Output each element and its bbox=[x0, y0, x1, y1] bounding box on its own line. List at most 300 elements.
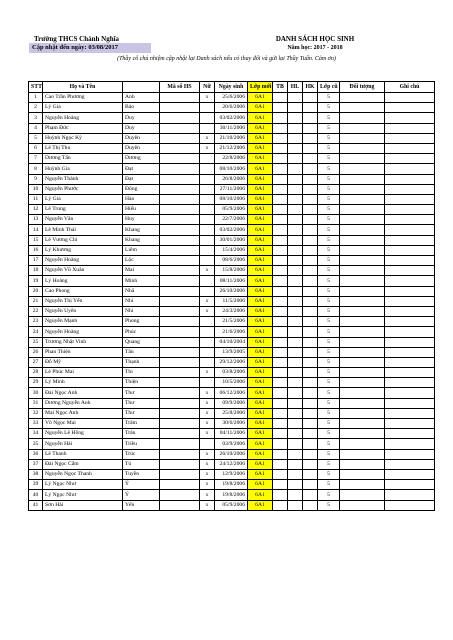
table-cell bbox=[303, 133, 318, 143]
table-cell bbox=[273, 419, 288, 429]
table-cell: Ý bbox=[123, 480, 160, 490]
table-cell bbox=[340, 317, 385, 327]
table-cell: 14 bbox=[29, 225, 43, 235]
table-cell: 5 bbox=[318, 103, 340, 113]
table-cell bbox=[288, 266, 303, 276]
table-cell bbox=[160, 286, 200, 296]
table-cell bbox=[200, 225, 215, 235]
column-header: Họ và Tên bbox=[43, 82, 123, 93]
table-cell: Huy bbox=[123, 215, 160, 225]
table-cell: 5 bbox=[318, 225, 340, 235]
table-cell bbox=[273, 154, 288, 164]
table-cell: x bbox=[200, 469, 215, 479]
table-cell bbox=[303, 480, 318, 490]
table-cell: Anh bbox=[123, 93, 160, 103]
table-cell: x bbox=[200, 500, 215, 510]
table-cell: 5 bbox=[318, 388, 340, 398]
table-cell bbox=[340, 113, 385, 123]
table-cell bbox=[303, 500, 318, 510]
table-row bbox=[29, 215, 435, 225]
table-cell: Nhi bbox=[123, 296, 160, 306]
table-header bbox=[29, 82, 435, 93]
table-row bbox=[29, 286, 435, 296]
table-cell: Thi bbox=[123, 368, 160, 378]
table-cell: 26/8/2006 bbox=[215, 174, 248, 184]
table-cell bbox=[200, 439, 215, 449]
table-cell: 12/9/2006 bbox=[215, 469, 248, 479]
table-cell: Duy bbox=[123, 123, 160, 133]
table-cell bbox=[303, 286, 318, 296]
table-cell bbox=[273, 215, 288, 225]
table-cell: Hiếu bbox=[123, 205, 160, 215]
table-row bbox=[29, 164, 435, 174]
table-cell: Mai Ngọc Anh bbox=[43, 408, 123, 418]
table-cell bbox=[160, 174, 200, 184]
table-row bbox=[29, 306, 435, 316]
table-cell: Huỳnh Gia bbox=[43, 164, 123, 174]
column-header: Mã số HS bbox=[160, 82, 200, 93]
column-header: Đối tượng bbox=[340, 82, 385, 93]
table-cell: Đạt bbox=[123, 174, 160, 184]
table-cell bbox=[385, 296, 435, 306]
table-cell: x bbox=[200, 419, 215, 429]
table-cell: 6A1 bbox=[248, 347, 273, 357]
table-cell bbox=[273, 480, 288, 490]
table-cell bbox=[160, 256, 200, 266]
table-cell bbox=[160, 408, 200, 418]
table-cell bbox=[303, 164, 318, 174]
table-cell bbox=[288, 368, 303, 378]
table-cell: 5 bbox=[318, 357, 340, 367]
table-cell: Minh bbox=[123, 276, 160, 286]
table-cell: 2 bbox=[29, 103, 43, 113]
table-cell: 5 bbox=[318, 429, 340, 439]
table-cell bbox=[385, 123, 435, 133]
table-cell: Lê Phúc Mai bbox=[43, 368, 123, 378]
table-cell bbox=[288, 459, 303, 469]
table-cell bbox=[340, 225, 385, 235]
table-cell bbox=[385, 164, 435, 174]
table-cell: 24/12/2006 bbox=[215, 459, 248, 469]
table-cell: 6A1 bbox=[248, 113, 273, 123]
table-cell bbox=[200, 103, 215, 113]
table-cell bbox=[340, 347, 385, 357]
table-body bbox=[29, 93, 435, 511]
table-cell: 5 bbox=[318, 143, 340, 153]
table-cell bbox=[273, 93, 288, 103]
table-cell: Nguyễn Vũ Xuân bbox=[43, 266, 123, 276]
table-cell: 39 bbox=[29, 480, 43, 490]
table-cell: 15/8/2006 bbox=[215, 266, 248, 276]
table-cell bbox=[385, 398, 435, 408]
table-cell: 6A1 bbox=[248, 378, 273, 388]
table-cell: 5 bbox=[318, 266, 340, 276]
table-cell bbox=[160, 398, 200, 408]
table-cell: Nguyễn Mạnh bbox=[43, 317, 123, 327]
table-cell: Nguyễn Hoàng bbox=[43, 256, 123, 266]
table-row bbox=[29, 154, 435, 164]
table-cell bbox=[288, 205, 303, 215]
table-cell bbox=[200, 123, 215, 133]
table-cell bbox=[340, 164, 385, 174]
table-cell bbox=[200, 286, 215, 296]
table-cell: Thiện bbox=[123, 378, 160, 388]
table-cell: 5 bbox=[318, 337, 340, 347]
table-cell: 5 bbox=[318, 184, 340, 194]
table-cell: Khang bbox=[123, 235, 160, 245]
table-cell bbox=[160, 103, 200, 113]
table-cell bbox=[288, 419, 303, 429]
table-cell: x bbox=[200, 93, 215, 103]
table-cell: 22/7/2006 bbox=[215, 215, 248, 225]
table-cell: 5 bbox=[318, 215, 340, 225]
table-cell: 5 bbox=[318, 378, 340, 388]
table-row bbox=[29, 235, 435, 245]
table-cell bbox=[273, 408, 288, 418]
table-cell bbox=[385, 205, 435, 215]
table-cell bbox=[385, 276, 435, 286]
table-cell bbox=[160, 317, 200, 327]
table-cell bbox=[200, 164, 215, 174]
table-cell: Lê Trung bbox=[43, 205, 123, 215]
table-cell bbox=[288, 184, 303, 194]
table-cell: 7 bbox=[29, 154, 43, 164]
table-row bbox=[29, 398, 435, 408]
table-cell bbox=[303, 327, 318, 337]
table-cell: 21/10/2006 bbox=[215, 133, 248, 143]
table-cell bbox=[340, 337, 385, 347]
table-cell: Khang bbox=[123, 225, 160, 235]
table-cell: 08/10/2006 bbox=[215, 194, 248, 204]
table-cell: 38 bbox=[29, 469, 43, 479]
table-cell: x bbox=[200, 429, 215, 439]
table-cell bbox=[385, 459, 435, 469]
table-cell bbox=[273, 245, 288, 255]
table-cell: 6A1 bbox=[248, 154, 273, 164]
column-header: Lớp mới bbox=[248, 82, 273, 93]
table-cell: 23 bbox=[29, 317, 43, 327]
table-cell bbox=[273, 286, 288, 296]
table-cell bbox=[160, 368, 200, 378]
table-cell bbox=[288, 164, 303, 174]
table-cell: 6A1 bbox=[248, 500, 273, 510]
table-cell: x bbox=[200, 266, 215, 276]
table-cell bbox=[385, 266, 435, 276]
table-cell: 31 bbox=[29, 398, 43, 408]
table-cell: Lý Gia bbox=[43, 103, 123, 113]
table-cell: 24 bbox=[29, 327, 43, 337]
table-cell bbox=[273, 347, 288, 357]
table-cell: 5 bbox=[318, 256, 340, 266]
table-cell: Dương Tấn bbox=[43, 154, 123, 164]
table-cell bbox=[160, 357, 200, 367]
table-cell bbox=[340, 429, 385, 439]
table-cell bbox=[303, 266, 318, 276]
table-cell: x bbox=[200, 388, 215, 398]
table-cell: 5 bbox=[318, 164, 340, 174]
table-row bbox=[29, 205, 435, 215]
table-cell: 03/8/2006 bbox=[215, 368, 248, 378]
table-row bbox=[29, 123, 435, 133]
table-cell: Trâm bbox=[123, 419, 160, 429]
table-cell bbox=[340, 266, 385, 276]
table-cell: Lê Minh Thái bbox=[43, 225, 123, 235]
table-cell: 33 bbox=[29, 419, 43, 429]
table-cell: Lê Vương Chí bbox=[43, 235, 123, 245]
table-cell: 16 bbox=[29, 245, 43, 255]
table-cell: Dương Nguyễn Anh bbox=[43, 398, 123, 408]
table-cell: 40 bbox=[29, 490, 43, 500]
table-cell bbox=[273, 378, 288, 388]
table-cell bbox=[340, 276, 385, 286]
table-cell bbox=[340, 205, 385, 215]
table-cell: Đài Ngọc Cẩm bbox=[43, 459, 123, 469]
table-cell: 5 bbox=[318, 500, 340, 510]
table-cell: Dương bbox=[123, 154, 160, 164]
table-cell: 5 bbox=[318, 154, 340, 164]
table-cell bbox=[340, 439, 385, 449]
table-cell: x bbox=[200, 306, 215, 316]
table-cell: 6A1 bbox=[248, 317, 273, 327]
table-cell bbox=[303, 256, 318, 266]
table-cell bbox=[160, 143, 200, 153]
table-row bbox=[29, 133, 435, 143]
table-cell: 5 bbox=[318, 123, 340, 133]
table-cell: 9 bbox=[29, 174, 43, 184]
table-cell: 08/6/2006 bbox=[215, 256, 248, 266]
table-cell bbox=[385, 154, 435, 164]
table-cell bbox=[385, 174, 435, 184]
table-cell bbox=[288, 490, 303, 500]
table-cell: 5 bbox=[318, 449, 340, 459]
table-cell: 25/6/2006 bbox=[215, 93, 248, 103]
table-cell bbox=[273, 490, 288, 500]
school-name: Trường THCS Chánh Nghĩa bbox=[34, 35, 120, 43]
table-cell: 6A1 bbox=[248, 286, 273, 296]
table-cell bbox=[273, 133, 288, 143]
table-cell bbox=[303, 357, 318, 367]
table-cell bbox=[385, 215, 435, 225]
table-cell bbox=[160, 378, 200, 388]
table-cell bbox=[200, 184, 215, 194]
table-cell bbox=[340, 398, 385, 408]
table-cell: 6A1 bbox=[248, 306, 273, 316]
table-cell bbox=[340, 215, 385, 225]
table-cell: x bbox=[200, 480, 215, 490]
table-row bbox=[29, 184, 435, 194]
table-cell bbox=[340, 143, 385, 153]
table-cell bbox=[160, 93, 200, 103]
table-cell: 6A1 bbox=[248, 368, 273, 378]
table-cell: Yến bbox=[123, 500, 160, 510]
table-cell bbox=[200, 235, 215, 245]
table-cell bbox=[288, 296, 303, 306]
table-row bbox=[29, 276, 435, 286]
table-cell bbox=[273, 235, 288, 245]
table-cell: 5 bbox=[318, 347, 340, 357]
table-cell: 12 bbox=[29, 205, 43, 215]
table-cell bbox=[273, 174, 288, 184]
table-row bbox=[29, 337, 435, 347]
table-cell: 5 bbox=[318, 408, 340, 418]
table-cell bbox=[385, 317, 435, 327]
table-cell bbox=[303, 113, 318, 123]
table-cell: Lý Hoàng bbox=[43, 276, 123, 286]
table-cell: Liêm bbox=[123, 245, 160, 255]
table-cell: x bbox=[200, 449, 215, 459]
table-cell bbox=[303, 388, 318, 398]
table-cell: 6A1 bbox=[248, 266, 273, 276]
table-cell: 32 bbox=[29, 408, 43, 418]
table-cell bbox=[288, 235, 303, 245]
table-cell: 6A1 bbox=[248, 337, 273, 347]
table-cell: x bbox=[200, 398, 215, 408]
table-cell bbox=[273, 205, 288, 215]
table-cell: 6A1 bbox=[248, 143, 273, 153]
table-cell bbox=[340, 154, 385, 164]
table-cell: 6A1 bbox=[248, 449, 273, 459]
table-cell bbox=[160, 245, 200, 255]
table-cell: 22 bbox=[29, 306, 43, 316]
table-cell: 6A1 bbox=[248, 225, 273, 235]
table-cell bbox=[303, 368, 318, 378]
table-cell bbox=[273, 306, 288, 316]
table-cell bbox=[273, 500, 288, 510]
table-cell bbox=[273, 194, 288, 204]
table-cell: x bbox=[200, 408, 215, 418]
table-cell: 5 bbox=[318, 113, 340, 123]
table-cell: 06/12/2006 bbox=[215, 388, 248, 398]
table-cell bbox=[340, 123, 385, 133]
instruction-note: (Thầy cô chủ nhiệm cập nhật lại Danh sách nếu có thay đổi và gửi lại Thầy Tuấn. Cảm ơn) bbox=[117, 56, 336, 62]
table-cell: Nguyễn Thị Yến bbox=[43, 296, 123, 306]
table-cell: 5 bbox=[318, 93, 340, 103]
table-cell: 26 bbox=[29, 347, 43, 357]
table-cell bbox=[340, 174, 385, 184]
table-cell: 03/02/2006 bbox=[215, 113, 248, 123]
table-cell: 5 bbox=[318, 205, 340, 215]
table-cell: 19/8/2006 bbox=[215, 490, 248, 500]
table-cell bbox=[385, 133, 435, 143]
table-cell: Nhã bbox=[123, 286, 160, 296]
table-cell bbox=[160, 490, 200, 500]
table-cell bbox=[303, 337, 318, 347]
table-cell: Nhi bbox=[123, 306, 160, 316]
table-cell: Mai bbox=[123, 266, 160, 276]
table-cell: Bảo bbox=[123, 103, 160, 113]
table-cell: Lê Thanh bbox=[43, 449, 123, 459]
table-cell: Sơn Hải bbox=[43, 500, 123, 510]
table-cell: Huỳnh Ngọc Kỳ bbox=[43, 133, 123, 143]
table-cell: 30/6/2006 bbox=[215, 419, 248, 429]
table-cell: 29/12/2006 bbox=[215, 357, 248, 367]
table-cell: Tân bbox=[123, 347, 160, 357]
table-cell bbox=[288, 469, 303, 479]
column-header: HK bbox=[303, 82, 318, 93]
table-cell: 6A1 bbox=[248, 194, 273, 204]
table-cell bbox=[160, 469, 200, 479]
table-cell bbox=[385, 419, 435, 429]
table-row bbox=[29, 459, 435, 469]
table-row bbox=[29, 113, 435, 123]
table-cell bbox=[303, 398, 318, 408]
table-cell: 19/8/2006 bbox=[215, 480, 248, 490]
table-cell: 13 bbox=[29, 215, 43, 225]
table-cell: 36 bbox=[29, 449, 43, 459]
table-row bbox=[29, 469, 435, 479]
table-cell: Lý Gia bbox=[43, 194, 123, 204]
table-cell: 5 bbox=[318, 439, 340, 449]
table-cell: 08/10/2006 bbox=[215, 164, 248, 174]
table-cell bbox=[303, 93, 318, 103]
table-cell bbox=[385, 408, 435, 418]
table-cell bbox=[288, 439, 303, 449]
table-cell bbox=[160, 449, 200, 459]
table-cell bbox=[303, 205, 318, 215]
table-cell bbox=[385, 368, 435, 378]
table-cell: 24/3/2006 bbox=[215, 306, 248, 316]
table-cell bbox=[340, 357, 385, 367]
table-cell bbox=[303, 296, 318, 306]
table-cell bbox=[303, 449, 318, 459]
table-row bbox=[29, 327, 435, 337]
table-cell: 11 bbox=[29, 194, 43, 204]
table-cell bbox=[288, 245, 303, 255]
table-cell bbox=[340, 306, 385, 316]
table-cell: 5 bbox=[318, 306, 340, 316]
table-cell bbox=[200, 337, 215, 347]
table-cell: Trân bbox=[123, 429, 160, 439]
table-cell bbox=[303, 103, 318, 113]
table-cell: 6A1 bbox=[248, 429, 273, 439]
table-cell: 5 bbox=[318, 286, 340, 296]
table-cell bbox=[288, 449, 303, 459]
table-cell: 6A1 bbox=[248, 133, 273, 143]
table-cell: 6A1 bbox=[248, 235, 273, 245]
table-row bbox=[29, 93, 435, 103]
table-cell: 34 bbox=[29, 429, 43, 439]
table-cell bbox=[288, 133, 303, 143]
table-cell bbox=[160, 113, 200, 123]
table-cell: Nguyễn Ngọc Thanh bbox=[43, 469, 123, 479]
table-cell: 6A1 bbox=[248, 103, 273, 113]
table-cell: 5 bbox=[318, 245, 340, 255]
table-cell bbox=[160, 215, 200, 225]
table-cell: 5 bbox=[318, 490, 340, 500]
table-cell: Võ Ngọc Mai bbox=[43, 419, 123, 429]
table-cell bbox=[385, 469, 435, 479]
table-cell bbox=[303, 276, 318, 286]
table-cell: Nguyễn Phước bbox=[43, 184, 123, 194]
table-cell: 25/8/2006 bbox=[215, 408, 248, 418]
table-cell: 19 bbox=[29, 276, 43, 286]
table-cell: 5 bbox=[318, 398, 340, 408]
table-cell: Lộc bbox=[123, 256, 160, 266]
table-cell: Tuyền bbox=[123, 469, 160, 479]
table-cell bbox=[340, 480, 385, 490]
table-cell: x bbox=[200, 368, 215, 378]
table-cell: 29 bbox=[29, 378, 43, 388]
table-row bbox=[29, 408, 435, 418]
table-row bbox=[29, 429, 435, 439]
table-cell: Đỗ Mỹ bbox=[43, 357, 123, 367]
table-cell: 4 bbox=[29, 123, 43, 133]
table-cell bbox=[288, 388, 303, 398]
table-cell bbox=[303, 194, 318, 204]
table-row bbox=[29, 194, 435, 204]
table-cell: 21 bbox=[29, 296, 43, 306]
table-cell: 30/11/2006 bbox=[215, 123, 248, 133]
